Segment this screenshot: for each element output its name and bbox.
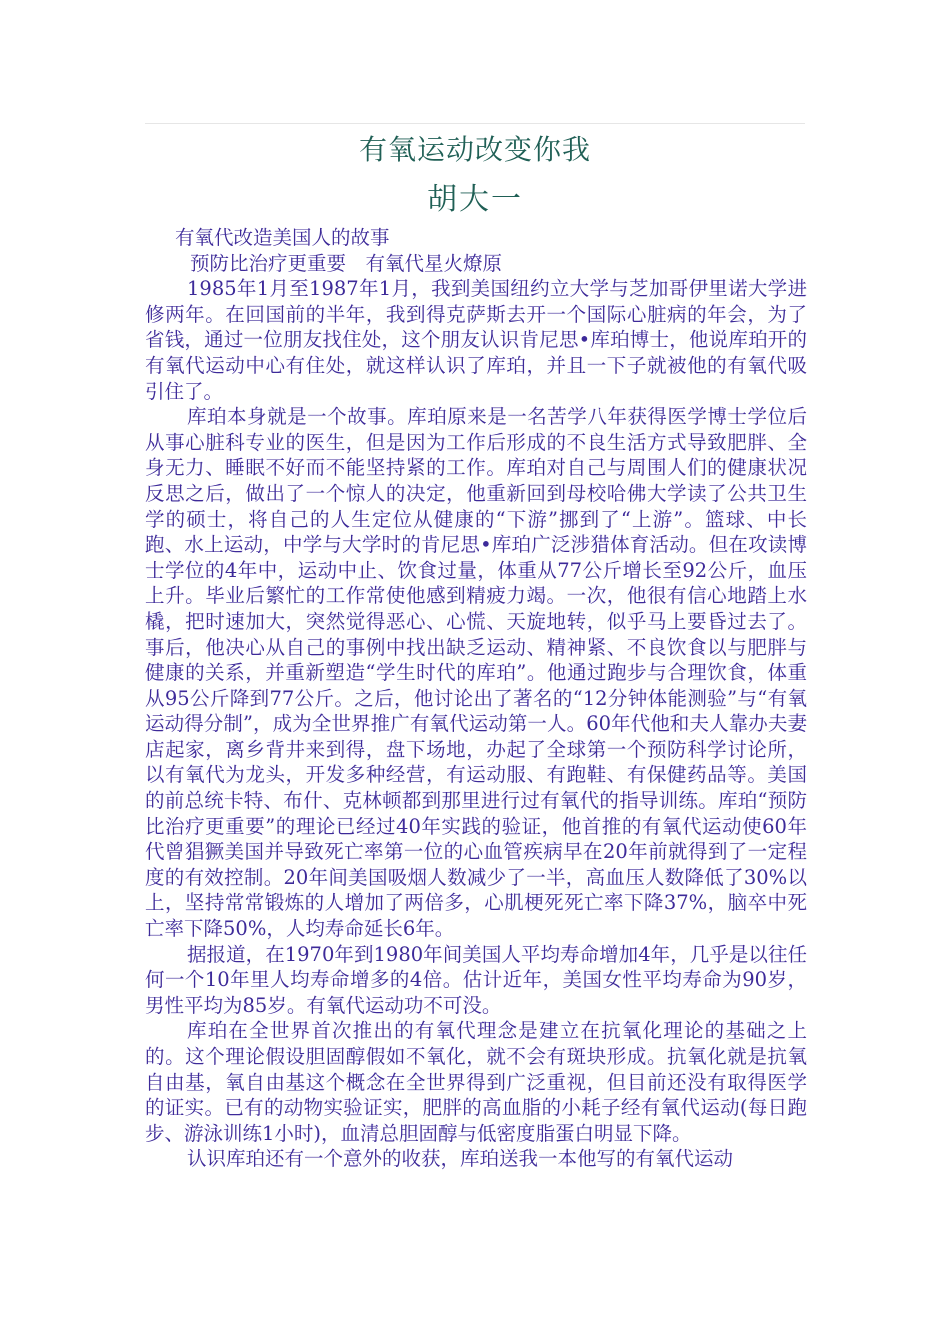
paragraph-3: 据报道，在1970年到1980年间美国人平均寿命增加4年，几乎是以往任何一个10年里人均寿命增多的4倍。估计近年，美国女性平均寿命为90岁，男性平均为85岁。有氧代运动功不可没。 xyxy=(145,942,807,1017)
document-body xyxy=(145,225,807,1172)
paragraph-1: 1985年1月至1987年1月，我到美国纽约立大学与芝加哥伊里诺大学进修两年。在回国前的半年，我到得克萨斯去开一个国际心脏病的年会，为了省钱，通过一位朋友找住处，这个朋友认识肯尼思•库珀博士，他说库珀开的有氧代运动中心有住处，就这样认识了库珀，并且一下子就被他的有氧代吸引住了。 xyxy=(145,277,807,403)
paragraph-4: 库珀在全世界首次推出的有氧代理念是建立在抗氧化理论的基础之上的。这个理论假设胆固醇假如不氧化，就不会有斑块形成。抗氧化就是抗氧自由基，氧自由基这个概念在全世界得到广泛重视，但目前还没有取得医学的证实。已有的动物实验证实，肥胖的高血脂的小耗子经有氧代运动(每日跑步、游泳训练1小时)，血清总胆固醇与低密度脂蛋白明显下降。 xyxy=(145,1019,807,1145)
paragraph-5: 认识库珀还有一个意外的收获，库珀送我一本他写的有氧代运动 xyxy=(187,1147,734,1171)
paragraph-2: 库珀本身就是一个故事。库珀原来是一名苦学八年获得医学博士学位后从事心脏科专业的医生，但是因为工作后形成的不良生活方式导致肥胖、全身无力、睡眠不好而不能坚持紧的工作。库珀对自己与周围人们的健康状况反思之后，做出了一个惊人的决定，他重新回到母校哈佛大学读了公共卫生学的硕士，将自己的人生定位从健康的“下游”挪到了“上游”。篮球、中长跑、水上运动，中学与大学时的肯尼思•库珀广泛涉猎体育活动。但在攻读博士学位的4年中，运动中止、饮食过量，体重从77公斤增长至92公斤，血压上升。毕业后繁忙的工作常使他感到精疲力竭。一次，他很有信心地踏上水橇，把时速加大，突然觉得恶心、心慌、天旋地转，似乎马上要昏过去了。事后，他决心从自己的事例中找出缺乏运动、精神紧、不良饮食以与肥胖与健康的关系，并重新塑造“学生时代的库珀”。他通过跑步与合理饮食，体重从95公斤降到77公斤。之后，他讨论出了著名的“12分钟体能测验”与“有氧运动得分制”，成为全世界推广有氧代运动第一人。60年代他和夫人靠办夫妻店起家，离乡背井来到得，盘下场地，办起了全球第一个预防科学讨论所，以有氧代为龙头，开发多种经营，有运动服、有跑鞋、有保健药品等。美国的前总统卡特、布什、克林顿都到那里进行过有氧代的指导训练。库珀“预防比治疗更重要”的理论已经过40年实践的验证，他首推的有氧代运动使60年代曾猖獗美国并导致死亡率第一位的心血管疾病早在20年前就得到了一定程度的有效控制。20年间美国吸烟人数减少了一半，高血压人数降低了30%以上，坚持常常锻炼的人增加了两倍多，心肌梗死死亡率下降37%，脑卒中死亡率下降50%，人均寿命延长6年。 xyxy=(145,405,807,941)
subheading-story: 有氧代改造美国人的故事 xyxy=(175,226,390,249)
document-title: 有氧运动改变你我 xyxy=(358,133,591,166)
subheading-prevention: 预防比治疗更重要 有氧代星火燎原 xyxy=(190,251,503,275)
document-author: 胡大一 xyxy=(427,182,523,217)
header-rule xyxy=(145,123,805,124)
